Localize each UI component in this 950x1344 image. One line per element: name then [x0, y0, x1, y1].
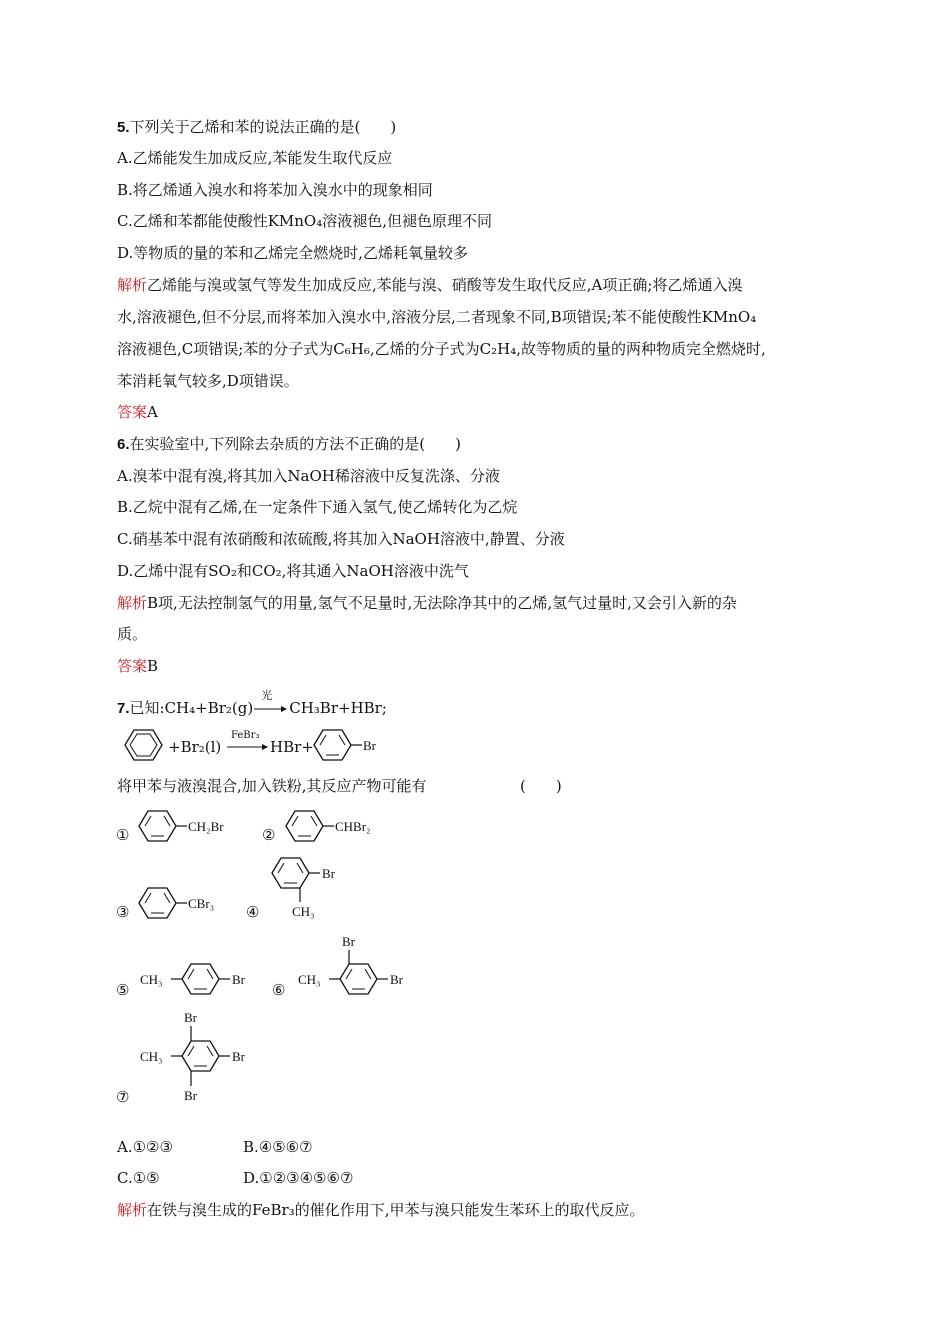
q5-answer-label: 答案 — [117, 403, 148, 421]
q6-stem-line — [117, 434, 461, 455]
q6-stem: 在实验室中,下列除去杂质的方法不正确的是( ) — [129, 435, 461, 453]
svg-text:CHBr₂: CHBr₂ — [335, 819, 371, 834]
q5-number: 5. — [117, 119, 130, 136]
q5-option-c: C.乙烯和苯都能使酸性KMnO₄溶液褪色,但褪色原理不同 — [117, 212, 493, 230]
q7-choice-d: D.①②③④⑤⑥⑦ — [243, 1169, 354, 1187]
marker-3: ③ — [116, 903, 130, 921]
structure-benzyl-bromide — [135, 805, 245, 847]
marker-2: ② — [262, 826, 276, 844]
q6-analysis-label: 解析 — [117, 594, 148, 612]
bromobenzene — [312, 725, 384, 765]
svg-text:Br: Br — [342, 934, 355, 949]
svg-text:Br: Br — [232, 1049, 245, 1064]
benzene-ring — [117, 725, 167, 765]
structure-tribromotoluene — [138, 1008, 263, 1108]
svg-text:Br: Br — [184, 1010, 197, 1025]
svg-text:CH₃: CH₃ — [140, 1049, 163, 1064]
q5-analysis-line-2: 水,溶液褪色,但不分层,而将苯加入溴水中,溶液分层,二者现象不同,B项错误;苯不能使酸性KMnO₄ — [117, 308, 757, 326]
q7-known-eq1: 7.已知:CH₄+Br₂(g) 光 CH₃Br+HBr; — [117, 689, 387, 717]
q7-number: 7. — [117, 700, 130, 717]
reaction-arrow-light: 光 — [253, 698, 289, 718]
marker-1: ① — [116, 826, 130, 844]
marker-7: ⑦ — [116, 1088, 130, 1106]
q6-option-c: C.硝基苯中混有浓硝酸和浓硫酸,将其加入NaOH溶液中,静置、分液 — [117, 530, 565, 548]
q7-stem-line — [117, 776, 427, 796]
structure-p-bromotoluene — [138, 958, 263, 1000]
q6-option-d: D.乙烯中混有SO₂和CO₂,将其通入NaOH溶液中洗气 — [117, 562, 469, 580]
q5-analysis-line-1: 解析乙烯能与溴或氢气等发生加成反应,苯能与溴、硝酸等发生取代反应,A项正确;将乙烯通入溴 — [117, 276, 743, 294]
q6-number: 6. — [117, 436, 130, 453]
q6-option-a: A.溴苯中混有溴,将其加入NaOH稀溶液中反复洗涤、分液 — [117, 467, 500, 485]
q5-stem: 下列关于乙烯和苯的说法正确的是( ) — [129, 118, 397, 136]
svg-text:Br: Br — [184, 1088, 197, 1103]
q7-eq2-mid: HBr+ — [270, 738, 314, 756]
q6-option-b: B.乙烷中混有乙烯,在一定条件下通入氢气,使乙烯转化为乙烷 — [117, 498, 518, 516]
q6-analysis-line-1: 解析B项,无法控制氢气的用量,氢气不足量时,无法除净其中的乙烯,氢气过量时,又会引入新的杂 — [117, 594, 737, 612]
q7-choice-a: A.①②③ — [117, 1138, 173, 1156]
svg-text:Br: Br — [232, 972, 245, 987]
q5-analysis-label: 解析 — [117, 276, 148, 294]
q7-choice-c: C.①⑤ — [117, 1169, 160, 1187]
q5-option-a: A.乙烯能发生加成反应,苯能发生取代反应 — [117, 149, 393, 167]
q6-analysis-line-2: 质。 — [117, 625, 148, 643]
q5-analysis-line-4: 苯消耗氧气较多,D项错误。 — [117, 372, 299, 390]
svg-text:Br: Br — [322, 866, 335, 881]
q5-answer: 答案A — [117, 403, 158, 421]
q6-answer: 答案B — [117, 657, 159, 675]
structure-benzal-bromide — [282, 805, 392, 847]
marker-4: ④ — [246, 903, 260, 921]
arrow-icon — [226, 742, 270, 752]
svg-text:CH₃: CH₃ — [140, 972, 163, 987]
structure-tribromomethylbenzene — [135, 882, 245, 924]
q5-analysis-line-3: 溶液褪色,C项错误;苯的分子式为C₆H₆,乙烯的分子式为C₂H₄,故等物质的量的两种物质完全燃烧时, — [117, 340, 766, 358]
svg-text:CH₃: CH₃ — [292, 904, 315, 919]
q7-analysis: 解析在铁与溴生成的FeBr₃的催化作用下,甲苯与溴只能发生苯环上的取代反应。 — [117, 1201, 645, 1219]
q7-analysis-label: 解析 — [117, 1201, 148, 1219]
q7-choice-b: B.④⑤⑥⑦ — [243, 1138, 313, 1156]
q7-stem: 将甲苯与液溴混合,加入铁粉,其反应产物可能有 — [117, 777, 427, 795]
svg-text:CBr₃: CBr₃ — [188, 896, 215, 911]
marker-5: ⑤ — [116, 981, 130, 999]
q5-stem-line — [117, 117, 396, 138]
svg-text:CH₃: CH₃ — [298, 972, 321, 987]
svg-text:Br: Br — [363, 738, 376, 753]
svg-text:Br: Br — [390, 972, 403, 987]
q7-paren: ( ) — [520, 777, 562, 795]
q5-option-d: D.等物质的量的苯和乙烯完全燃烧时,乙烯耗氧量较多 — [117, 244, 469, 262]
q7-eq2-left: +Br₂(l) — [168, 738, 222, 756]
marker-6: ⑥ — [272, 981, 286, 999]
q5-option-b: B.将乙烯通入溴水和将苯加入溴水中的现象相同 — [117, 181, 433, 199]
structure-o-bromotoluene — [268, 852, 358, 922]
q6-answer-label: 答案 — [117, 657, 148, 675]
svg-text:CH₂Br: CH₂Br — [188, 819, 224, 834]
structure-dibromotoluene — [296, 932, 421, 1002]
